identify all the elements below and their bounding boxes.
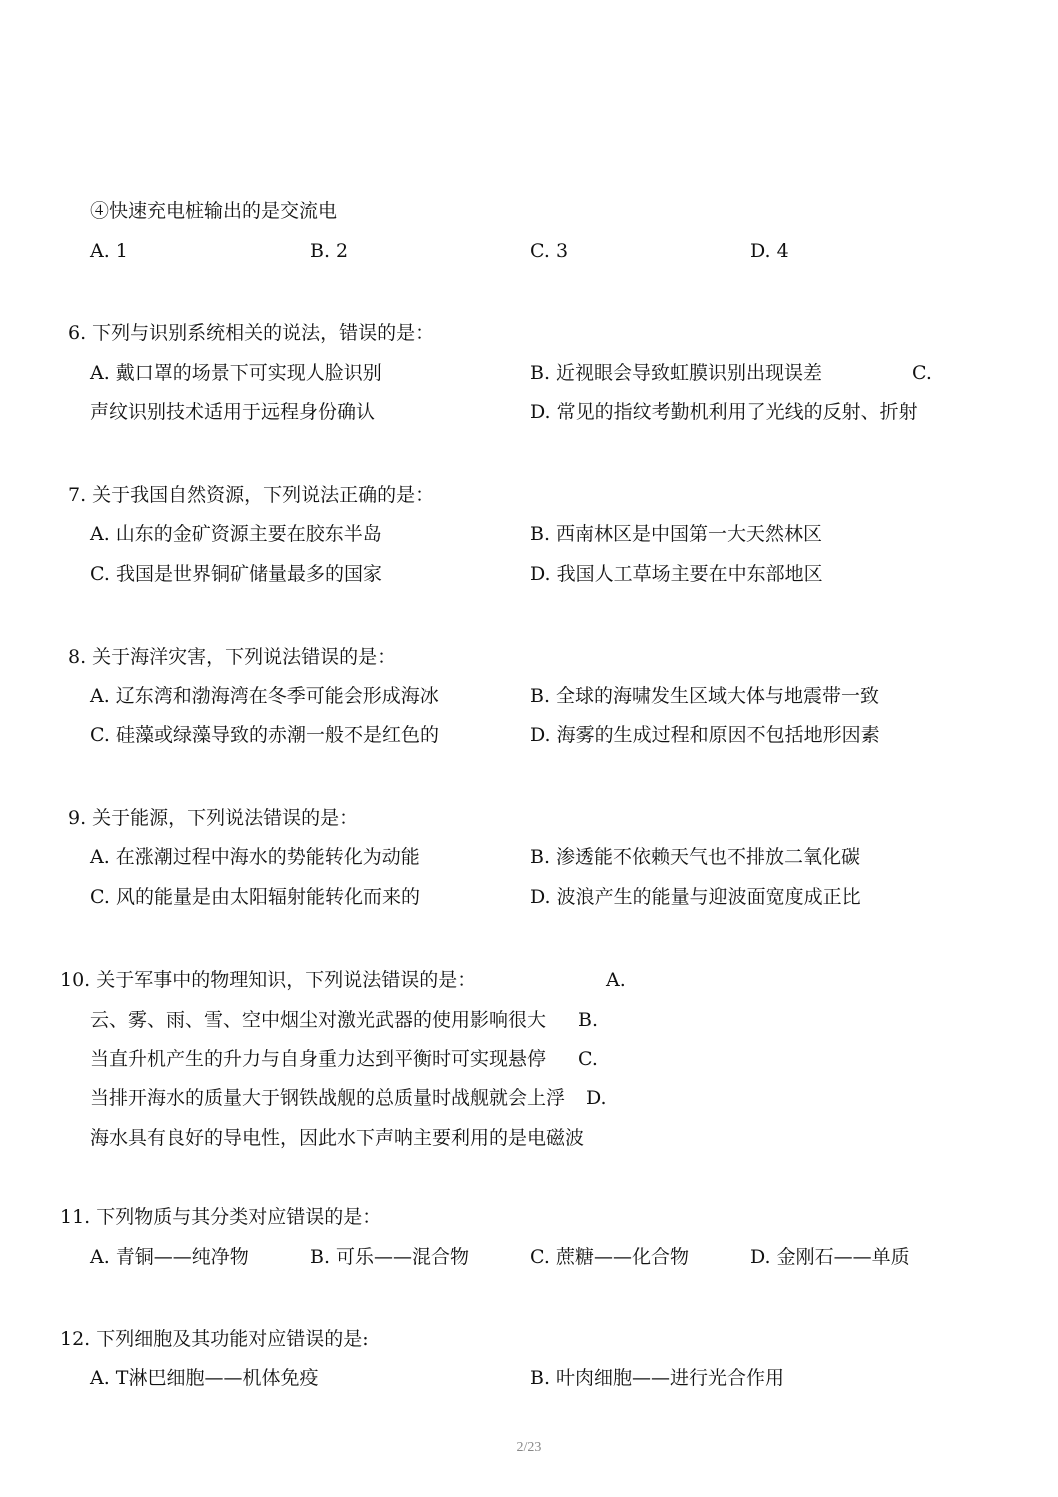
question-10: 10. 关于军事中的物理知识，下列说法错误的是：: [60, 969, 477, 991]
question-11: 11. 下列物质与其分类对应错误的是：: [60, 1206, 382, 1228]
option-b-label: B.: [578, 1009, 599, 1031]
question-6: 6. 下列与识别系统相关的说法，错误的是：: [68, 322, 435, 344]
option-c: C. 风的能量是由太阳辐射能转化而来的: [90, 886, 420, 908]
question-9: 9. 关于能源，下列说法错误的是：: [68, 807, 359, 829]
option-c: C. 我国是世界铜矿储量最多的国家: [90, 563, 382, 585]
option-b: B. 渗透能不依赖天气也不排放二氧化碳: [530, 846, 861, 868]
option-c: C. 3: [530, 240, 569, 262]
option-a: A. 1: [90, 240, 128, 262]
option-a: A. 山东的金矿资源主要在胶东半岛: [90, 523, 382, 545]
option-line: ④快速充电桩输出的是交流电: [90, 200, 338, 222]
option-a: A. T淋巴细胞——机体免疫: [90, 1367, 319, 1389]
option-d: D. 常见的指纹考勤机利用了光线的反射、折射: [530, 401, 918, 423]
option-d: D. 海雾的生成过程和原因不包括地形因素: [530, 724, 880, 746]
option-d: D. 4: [750, 240, 789, 262]
option-b: B. 2: [310, 240, 349, 262]
option-a: A. 辽东湾和渤海湾在冬季可能会形成海冰: [90, 685, 439, 707]
option-b: B. 西南林区是中国第一大天然林区: [530, 523, 823, 545]
option-a: A. 在涨潮过程中海水的势能转化为动能: [90, 846, 420, 868]
option-d: 海水具有良好的导电性，因此水下声呐主要利用的是电磁波: [90, 1127, 585, 1149]
option-b: 当直升机产生的升力与自身重力达到平衡时可实现悬停: [90, 1048, 547, 1070]
option-a: A. 戴口罩的场景下可实现人脸识别: [90, 362, 382, 384]
option-d: D. 我国人工草场主要在中东部地区: [530, 563, 823, 585]
option-b: B. 叶肉细胞——进行光合作用: [530, 1367, 785, 1389]
page-number: 2/23: [516, 1440, 542, 1455]
question-12: 12. 下列细胞及其功能对应错误的是:: [60, 1328, 369, 1350]
option-d-label: D.: [586, 1087, 607, 1109]
option-b: B. 近视眼会导致虹膜识别出现误差: [530, 362, 823, 384]
option-c: C. 蔗糖——化合物: [530, 1246, 689, 1268]
option-a: 云、雾、雨、雪、空中烟尘对激光武器的使用影响很大: [90, 1009, 547, 1031]
option-a: A. 青铜——纯净物: [90, 1246, 249, 1268]
option-c: 声纹识别技术适用于远程身份确认: [90, 401, 376, 423]
option-b: B. 可乐——混合物: [310, 1246, 470, 1268]
question-7: 7. 关于我国自然资源，下列说法正确的是：: [68, 484, 435, 506]
option-b: B. 全球的海啸发生区域大体与地震带一致: [530, 685, 880, 707]
option-d: D. 金刚石——单质: [750, 1246, 910, 1268]
option-c-label: C.: [912, 362, 932, 384]
option-d: D. 波浪产生的能量与迎波面宽度成正比: [530, 886, 861, 908]
question-8: 8. 关于海洋灾害，下列说法错误的是：: [68, 646, 397, 668]
option-c-label: C.: [578, 1048, 598, 1070]
option-a-label: A.: [606, 969, 626, 991]
option-c: C. 硅藻或绿藻导致的赤潮一般不是红色的: [90, 724, 439, 746]
option-c: 当排开海水的质量大于钢铁战舰的总质量时战舰就会上浮: [90, 1087, 566, 1109]
